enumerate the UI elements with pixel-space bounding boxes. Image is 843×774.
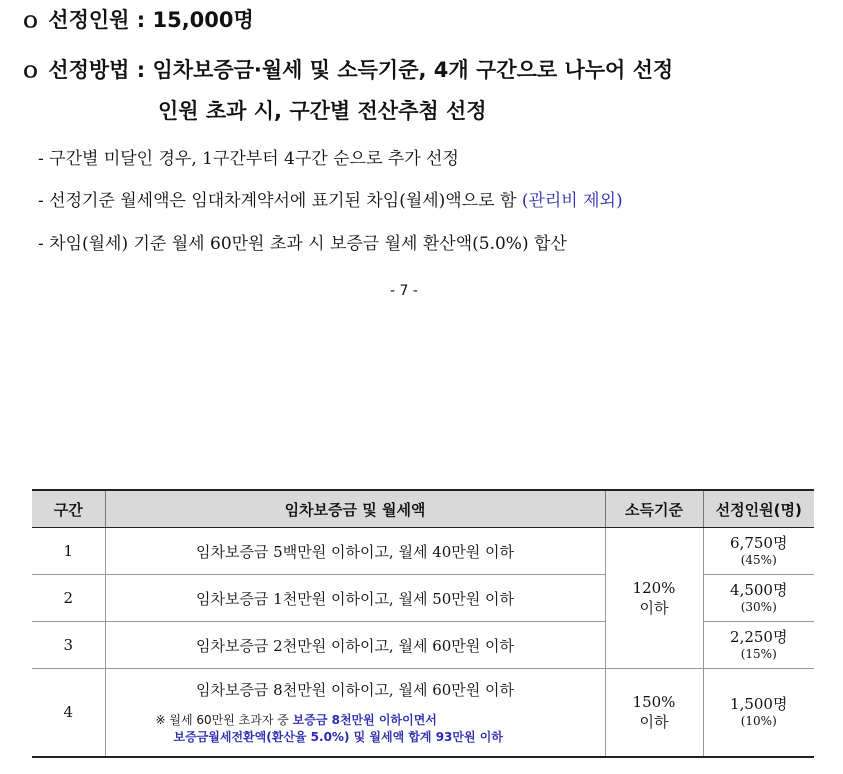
condition-cell: 임차보증금 5백만원 이하이고, 월세 40만원 이하: [105, 528, 605, 575]
sub-item-2-note: (관리비 제외): [521, 191, 623, 211]
count-pct: (45%): [740, 553, 777, 567]
header-zone: 구간: [32, 490, 105, 528]
note-prefix: ※ 월세 60만원 초과자 중: [155, 712, 289, 727]
count-value: 2,250명: [730, 628, 788, 646]
condition-note-2: [106, 729, 605, 746]
count-cell: [703, 575, 814, 622]
zone-cell: 3: [32, 622, 105, 669]
count-cell: [703, 669, 814, 757]
header-income: 소득기준: [605, 490, 703, 528]
zone-cell: 1: [32, 528, 105, 575]
method-line-1: ｏ 선정방법 : 임차보증금·월세 및 소득기준, 4개 구간으로 나누어 선정: [20, 58, 674, 82]
count-pct: (30%): [740, 600, 777, 614]
income-label: 이하: [639, 598, 669, 617]
condition-note: [106, 712, 605, 729]
count-value: 4,500명: [730, 581, 788, 599]
table-row: [32, 669, 814, 757]
header-count: 선정인원(명): [703, 490, 814, 528]
zone-cell: 2: [32, 575, 105, 622]
condition-cell: 임차보증금 1천만원 이하이고, 월세 50만원 이하: [105, 575, 605, 622]
selection-table: [32, 489, 814, 758]
count-pct: (15%): [740, 647, 777, 661]
income-cell-group1: [605, 528, 703, 669]
sub-item-1: - 구간별 미달인 경우, 1구간부터 4구간 순으로 추가 선정: [38, 149, 459, 169]
method-line-2: 인원 초과 시, 구간별 전산추첨 선정: [158, 99, 487, 123]
condition-cell: 임차보증금 2천만원 이하이고, 월세 60만원 이하: [105, 622, 605, 669]
sub-item-3: - 차임(월세) 기준 월세 60만원 초과 시 보증금 월세 환산액(5.0%) 합산: [38, 234, 567, 254]
table-header-row: [32, 490, 814, 528]
count-cell: [703, 528, 814, 575]
income-pct: 120%: [632, 578, 676, 597]
quota-line: ｏ 선정인원 : 15,000명: [20, 8, 254, 32]
condition-text: 임차보증금 8천만원 이하이고, 월세 60만원 이하: [195, 680, 515, 699]
condition-cell-4: [105, 669, 605, 757]
sub-item-2-text: - 선정기준 월세액은 임대차계약서에 표기된 차임(월세)액으로 함: [38, 191, 517, 211]
table-row: [32, 528, 814, 575]
income-label: 이하: [639, 712, 669, 731]
count-value: 1,500명: [730, 695, 788, 714]
sub-item-2: [38, 186, 623, 211]
page-number: - 7 -: [390, 283, 418, 299]
note-highlight-2: 보증금월세전환액(환산율 5.0%) 및 월세액 합계 93만원 이하: [173, 729, 503, 744]
note-highlight-1: 보증금 8천만원 이하이면서: [292, 712, 437, 727]
count-value: 6,750명: [730, 534, 788, 552]
income-cell-group2: [605, 669, 703, 757]
count-pct: (10%): [740, 714, 777, 729]
count-cell: [703, 622, 814, 669]
income-pct: 150%: [632, 692, 676, 711]
zone-cell: 4: [32, 669, 105, 757]
header-condition: 임차보증금 및 월세액: [105, 490, 605, 528]
